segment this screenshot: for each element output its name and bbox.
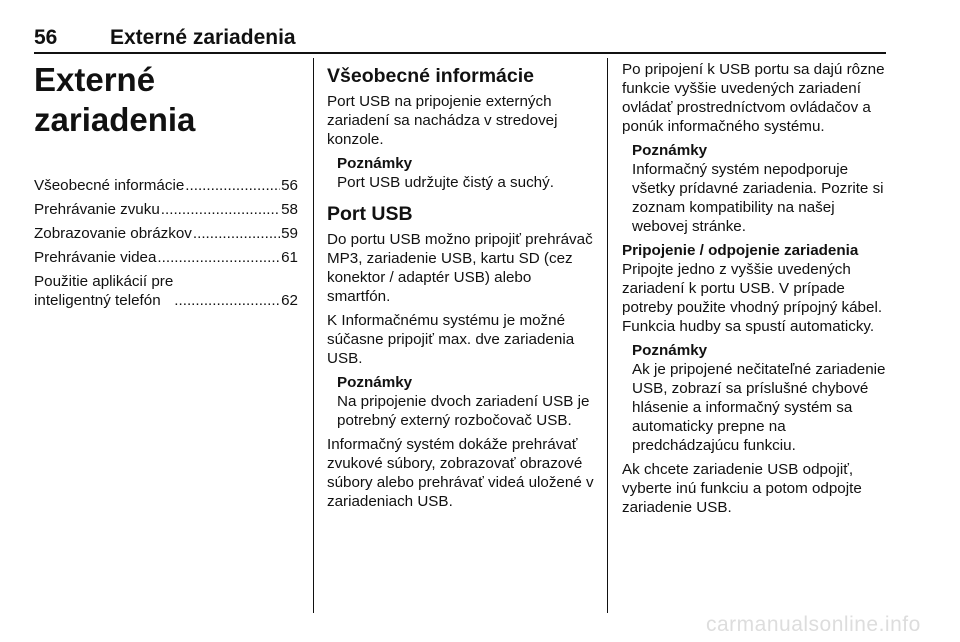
toc-label: Zobrazovanie obrázkov [34,225,192,242]
column-connection [622,60,886,522]
note-text: Informačný systém nepodporuje všetky prídavné zariadenia. Pozrite si zoznam kompatibility na našej webovej stránke. [632,161,884,235]
table-of-contents [34,176,298,310]
note-title: Poznámky [337,155,413,172]
paragraph: K Informačnému systému je možné súčasne pripojiť max. dve zariadenia USB. [327,312,575,367]
paragraph: Pripojte jedno z vyššie uvedených zariadení k portu USB. V prípade potreby použite vhodný prípojný kábel. Funkcia hudby sa spustí automaticky. [622,261,883,335]
note-title: Poznámky [337,374,413,391]
column-toc [34,60,298,315]
running-header [34,26,886,54]
toc-leader [161,200,280,219]
toc-page: 58 [281,201,298,218]
note-box [327,373,595,430]
section-heading-usb-port: Port USB [327,203,413,225]
toc-leader [174,291,280,310]
note-text: Na pripojenie dvoch zariadení USB je potrebný externý rozbočovač USB. [337,393,590,429]
toc-item[interactable] [34,248,298,267]
toc-item[interactable] [34,224,298,243]
toc-label: Prehrávanie zvuku [34,201,160,218]
toc-item[interactable] [34,272,298,310]
paragraph: Port USB na pripojenie externých zariadení sa nachádza v stredovej konzole. [327,93,558,148]
page-number: 56 [34,26,58,49]
column-divider [313,58,314,613]
toc-item[interactable] [34,176,298,195]
section-heading-general: Všeobecné informácie [327,65,534,87]
column-general-info [327,60,595,516]
toc-page: 62 [281,292,298,309]
note-text: Port USB udržujte čistý a suchý. [337,174,554,191]
note-box [622,341,886,455]
subheading-connect-disconnect: Pripojenie / odpojenie zariadenia [622,242,859,259]
toc-label: Všeobecné informácie [34,177,185,194]
note-title: Poznámky [632,142,708,159]
note-text: Ak je pripojené nečitateľné zariadenie USB, zobrazí sa príslušné chybové hlásenie a informačný systém sa automaticky prepne na predchádzajúcu funkciu. [632,361,886,454]
note-box [327,154,595,192]
running-header-title: Externé zariadenia [110,26,296,49]
note-title: Poznámky [632,342,708,359]
note-box [622,141,886,236]
paragraph: Informačný systém dokáže prehrávať zvukové súbory, zobrazovať obrazové súbory alebo prehrávať videá uložené v zariadeniach USB. [327,436,594,510]
toc-label: Použitie aplikácií pre inteligentný telefón [34,273,174,309]
toc-page: 59 [281,225,298,242]
chapter-title: Externé zariadenia [34,61,196,138]
watermark: carmanualsonline.info [706,613,921,636]
toc-leader [193,224,280,243]
toc-label: Prehrávanie videa [34,249,157,266]
toc-leader [157,248,280,267]
column-divider [607,58,608,613]
paragraph: Do portu USB možno pripojiť prehrávač MP3, zariadenie USB, kartu SD (cez konektor / adaptér USB) alebo smartfón. [327,231,593,305]
paragraph: Ak chcete zariadenie USB odpojiť, vyberte inú funkciu a potom odpojte zariadenie USB. [622,461,862,516]
toc-page: 56 [281,177,298,194]
toc-item[interactable] [34,200,298,219]
toc-leader [185,176,280,195]
toc-page: 61 [281,249,298,266]
paragraph: Po pripojení k USB portu sa dajú rôzne funkcie vyššie uvedených zariadení ovládať prostredníctvom ovládačov a ponúk informačného systému. [622,61,885,135]
